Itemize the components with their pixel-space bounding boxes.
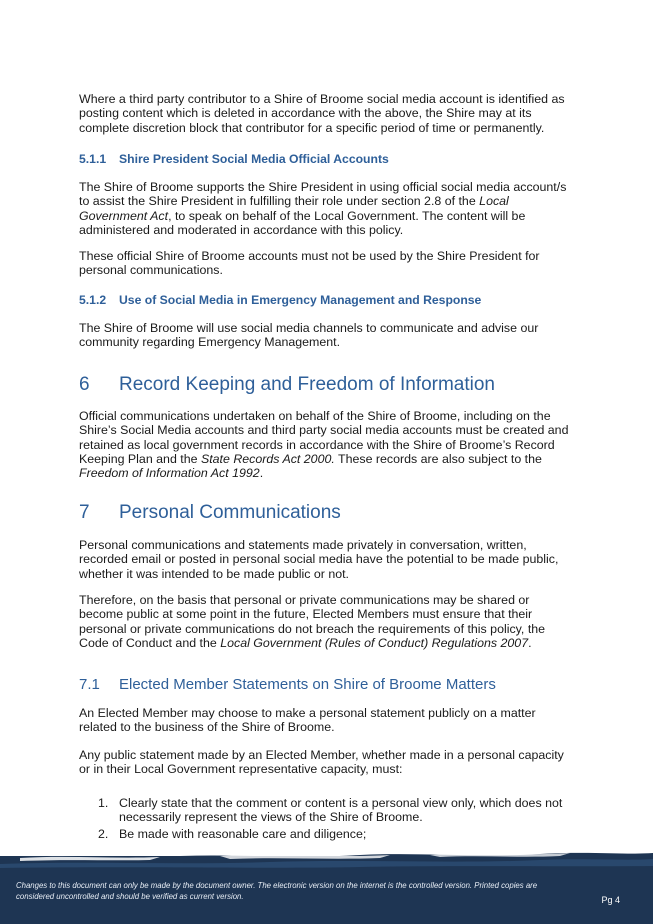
text-run: The Shire of Broome supports the Shire President in using official social media account/s to assist the Shire President in fulfilling their role under section 2.8 of the [79,180,567,209]
paragraph-7-1-b: Any public statement made by an Elected Member, whether made in a personal capacity or in their Local Government representative capacity, must: [79,748,564,777]
heading-5-1-2 [79,293,481,307]
paragraph-7-b [79,593,573,650]
heading-title: Elected Member Statements on Shire of Broome Matters [119,676,496,693]
footer-disclaimer: Changes to this document can only be made by the document owner. The electronic version on the internet is the controlled version. Printed copies are considered uncontrolled and should be verified as current version. [16,881,538,901]
heading-7-1 [79,676,496,694]
text-run: These records are also subject to the [334,451,542,466]
text-run: Official communications undertaken on behalf of the Shire of Broome, including on the Shire’s Social Media accounts and third party social media accounts must be created and retained as local government records in accordance with the Shire of Broome’s Record Keeping Plan and the [79,409,569,466]
list-number: 1. [98,796,109,810]
heading-number: 7.1 [79,676,100,693]
italic-run: State Records Act 2000. [200,451,335,466]
paragraph-7-1-a: An Elected Member may choose to make a personal statement publicly on a matter related to the business of the Shire of Broome. [79,706,536,735]
wave-decoration-icon [0,846,653,876]
paragraph-7-a: Personal communications and statements made privately in conversation, written, recorded email or posted in personal social media have the potential to be made public, whether it was intended to be made public or not. [79,538,559,581]
intro-paragraph: Where a third party contributor to a Shire of Broome social media account is identified as posting content which is deleted in accordance with the above, the Shire may at its complete discretion block that contributor for a specific period of time or permanently. [79,92,565,135]
heading-number: 5.1.1 [79,152,107,166]
italic-run: Local Government Act [79,194,509,223]
heading-number: 5.1.2 [79,293,107,307]
heading-number: 6 [79,374,90,395]
text-run: . [259,466,264,481]
italic-run: Local Government (Rules of Conduct) Regulations 2007 [220,635,529,650]
heading-6 [79,374,495,396]
paragraph-6 [79,409,573,480]
heading-7 [79,502,341,524]
paragraph-5-1-1-a [79,180,573,237]
list-item-text: Be made with reasonable care and diligence; [119,826,367,841]
list-item [79,796,573,825]
heading-number: 7 [79,502,90,523]
paragraph-5-1-2: The Shire of Broome will use social media channels to communicate and advise our community regarding Emergency Management. [79,321,539,350]
heading-title: Shire President Social Media Official Accounts [119,152,389,166]
italic-run: Freedom of Information Act 1992 [79,466,260,481]
heading-title: Use of Social Media in Emergency Management and Response [119,293,482,307]
heading-title: Personal Communications [119,502,341,523]
page-number: Pg 4 [601,895,620,905]
heading-title: Record Keeping and Freedom of Information [119,374,495,395]
paragraph-5-1-1-b: These official Shire of Broome accounts must not be used by the Shire President for personal communications. [79,249,540,278]
list-item [79,827,573,841]
list-number: 2. [98,826,109,841]
text-run: Therefore, on the basis that personal or private communications may be shared or become public at some point in the future, Elected Members must ensure that their personal or private communications do not breach the requirements of this policy, the Code of Conduct and the [79,593,546,650]
list-item-text: Clearly state that the comment or content is a personal view only, which does not necessarily represent the views of the Shire of Broome. [119,796,563,825]
text-run: . [528,635,532,650]
numbered-list [79,796,573,843]
text-run: , to speak on behalf of the Local Government. The content will be administered and moderated in accordance with this policy. [79,208,526,237]
heading-5-1-1 [79,152,389,166]
